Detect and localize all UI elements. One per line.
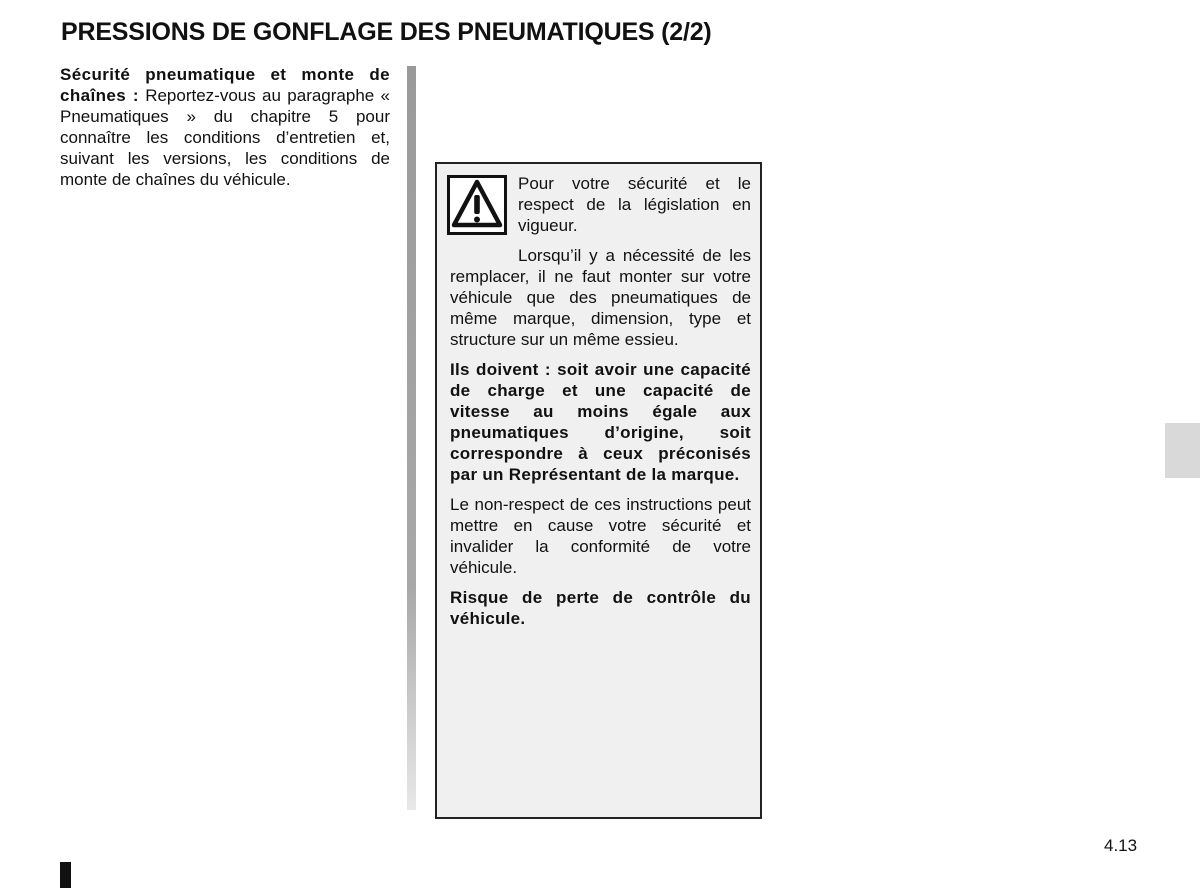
chapter-side-tab [1165,423,1200,478]
warning-paragraph-5: Risque de perte de contrôle du véhicule. [450,588,751,628]
tire-safety-paragraph [60,64,390,190]
warning-paragraph-3: Ils doivent : soit avoir une capacité de charge et une capacité de vitesse au moins égale aux pneumatiques d’origine, soit correspondre à ceux préconisés par un Représentant de la marque. [450,360,751,484]
tire-safety-body: Reportez-vous au paragraphe « Pneumatiques » du chapitre 5 pour connaître les conditions d’entretien et, suivant les versions, les conditions de monte de chaînes du véhicule. [60,86,391,189]
warning-paragraph-2: Lorsqu’il y a nécessité de les remplacer, il ne faut monter sur votre véhicule que des pneumatiques de même marque, dimension, type et structure sur un même essieu. [450,246,751,349]
corner-mark [60,862,71,888]
page-title: PRESSIONS DE GONFLAGE DES PNEUMATIQUES (2/2) [61,18,712,46]
warning-box [435,162,762,819]
tire-safety-lead: Sécurité pneumatique et monte de chaînes : [60,65,390,105]
warning-paragraph-4: Le non-respect de ces instructions peut mettre en cause votre sécurité et invalider la conformité de votre véhicule. [450,495,751,577]
column-divider-bar [407,66,416,810]
warning-paragraph-1: Pour votre sécurité et le respect de la législation en vigueur. [518,174,751,235]
warning-text [450,173,751,638]
page-number: 4.13 [1104,836,1138,855]
